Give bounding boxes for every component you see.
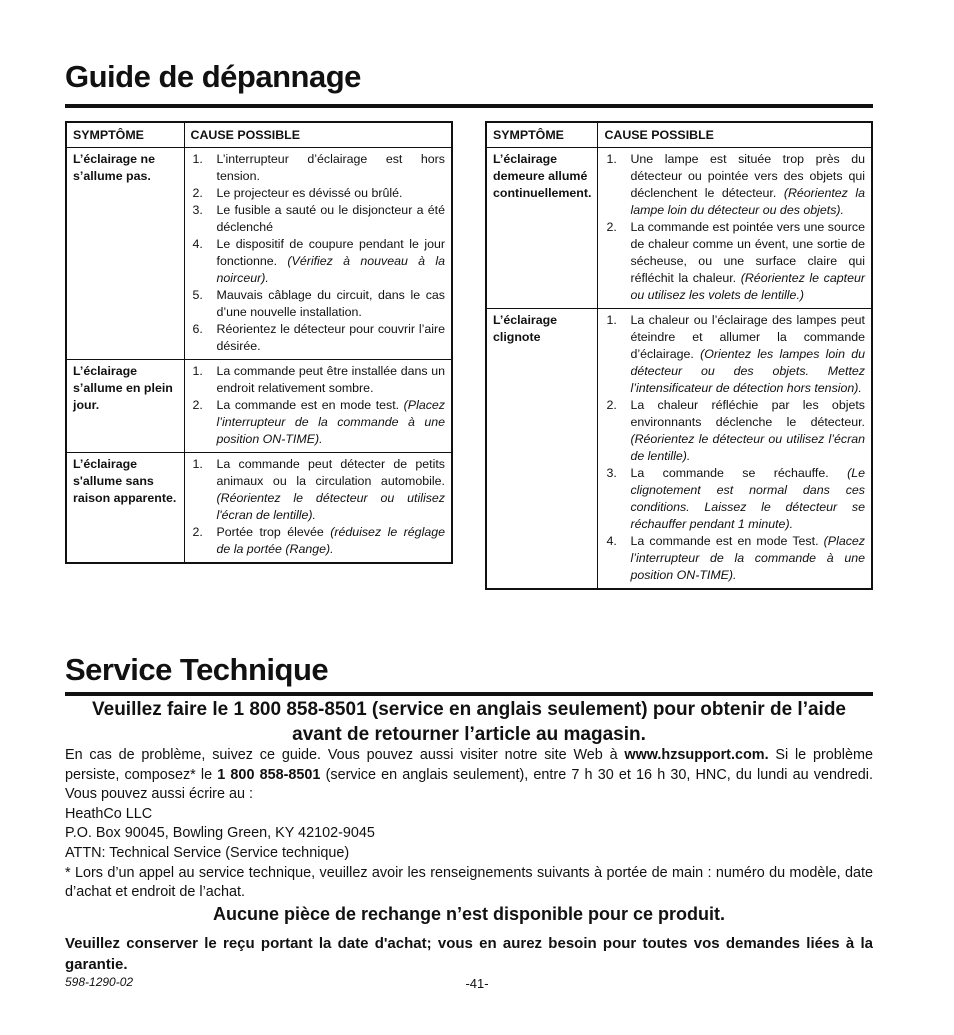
cause-cell — [184, 148, 452, 360]
list-item — [604, 465, 865, 533]
cause-number: 2. — [606, 398, 617, 412]
symptom-cell: L’éclairage demeure allumé continuellement. — [486, 148, 598, 309]
call-heading: Veuillez faire le 1 800 858-8501 (service en anglais seulement) pour obtenir de l’aide avant de retourner l’article au magasin. — [92, 699, 846, 745]
header-cause: CAUSE POSSIBLE — [184, 122, 452, 148]
list-item — [191, 236, 446, 287]
table-row — [66, 360, 452, 453]
list-item — [191, 456, 446, 524]
cause-list — [191, 151, 446, 355]
cause-text: La commande est en mode test. — [216, 398, 404, 412]
table-row — [66, 453, 452, 564]
cause-number: 2. — [606, 220, 617, 234]
cause-instruction: (Réorientez le capteur ou utilisez les volets de lentille.) — [630, 271, 865, 302]
cause-instruction: (Le clignotement est normal dans ces conditions. Laissez le détecteur se réchauffer pendant 1 minute). — [630, 466, 865, 531]
page-number: -41- — [465, 976, 489, 991]
contact-text: (service en anglais seulement), entre 7 h 30 et 16 h 30, HNC, du lundi au vendredi. Vous pouvez aussi écrire au : — [65, 766, 873, 803]
support-url[interactable]: www.hzsupport.com. — [624, 747, 769, 763]
symptom-cell: L’éclairage s'allume sans raison apparente. — [66, 453, 184, 564]
list-item — [604, 219, 865, 304]
cause-cell — [184, 453, 452, 564]
list-item — [191, 151, 446, 185]
no-parts-notice: Aucune pièce de rechange n’est disponible pour ce produit. — [212, 904, 726, 924]
cause-instruction: (Réorientez le détecteur ou utilisez l’écran de lentille). — [630, 432, 865, 463]
cause-number: 2. — [192, 398, 203, 412]
table-row — [486, 148, 872, 309]
table-row — [486, 309, 872, 590]
cause-number: 3. — [606, 466, 617, 480]
cause-number: 2. — [192, 525, 203, 539]
cause-list — [604, 312, 865, 584]
address-line: P.O. Box 90045, Bowling Green, KY 42102-9045 — [65, 825, 375, 842]
troubleshooting-table-right — [485, 121, 873, 590]
list-item — [191, 185, 446, 202]
table-row — [66, 148, 452, 360]
cause-number: 5. — [192, 288, 203, 302]
cause-number: 1. — [192, 364, 203, 378]
service-title: Service Technique — [65, 652, 329, 687]
header-symptom: SYMPTÔME — [66, 122, 184, 148]
contact-text: En cas de problème, suivez ce guide. Vous pouvez aussi visiter notre site Web à — [65, 747, 625, 763]
cause-text: La chaleur ou l’éclairage des lampes peut éteindre et allumer la commande d’éclairage. — [630, 313, 865, 361]
list-item — [191, 202, 446, 236]
cause-number: 3. — [192, 203, 203, 217]
cause-list — [604, 151, 865, 304]
cause-instruction: (Réorientez la lampe loin du détecteur ou des objets). — [630, 186, 865, 217]
cause-number: 4. — [192, 237, 203, 251]
list-item — [191, 287, 446, 321]
list-item — [191, 397, 446, 448]
support-phone: 1 800 858-8501 — [217, 766, 321, 783]
cause-instruction: (réduisez le réglage de la portée (Range). — [216, 525, 445, 556]
cause-text: La chaleur réfléchie par les objets environnants déclenche le détecteur. — [630, 398, 865, 429]
cause-instruction: (Placez l’interrupteur de la commande à une position ON-TIME). — [216, 398, 445, 446]
cause-text: Le projecteur es dévissé ou brûlé. — [216, 186, 403, 200]
cause-text: La commande est pointée vers une source de chaleur comme un évent, une sortie de sécheuse, ou une surface claire qui réfléchit la chaleur. — [630, 220, 865, 285]
cause-cell — [598, 148, 872, 309]
cause-text: Portée trop élevée — [216, 525, 331, 539]
guide-title-rule — [65, 104, 873, 108]
guide-title: Guide de dépannage — [65, 59, 361, 94]
symptom-cell: L’éclairage clignote — [486, 309, 598, 590]
document-code: 598-1290-02 — [65, 975, 134, 989]
cause-text: La commande est en mode Test. — [630, 534, 824, 548]
address-line: HeathCo LLC — [65, 805, 153, 822]
cause-list — [191, 456, 446, 558]
address-line: ATTN: Technical Service (Service technique) — [65, 844, 350, 861]
contact-paragraph — [65, 746, 873, 805]
cause-cell — [184, 360, 452, 453]
contact-text: Si le problème persiste, composez* le — [65, 747, 873, 783]
cause-number: 1. — [192, 457, 203, 471]
cause-text: Le dispositif de coupure pendant le jour fonctionne. — [216, 237, 445, 268]
header-cause: CAUSE POSSIBLE — [598, 122, 872, 148]
cause-number: 6. — [192, 322, 203, 336]
cause-instruction: (Placez l’interrupteur de la commande à une position ON-TIME). — [630, 534, 865, 582]
list-item — [191, 363, 446, 397]
cause-number: 1. — [192, 152, 203, 166]
cause-number: 1. — [606, 152, 617, 166]
cause-number: 4. — [606, 534, 617, 548]
service-title-rule — [65, 692, 873, 696]
list-item — [604, 312, 865, 397]
cause-text: Une lampe est située trop près du détecteur ou pointée vers des objets qui déclenchent le détecteur. — [630, 152, 865, 200]
cause-text: Réorientez le détecteur pour couvrir l’aire désirée. — [216, 322, 445, 353]
troubleshooting-table-left — [65, 121, 453, 564]
warranty-notice: Veuillez conserver le reçu portant la date d'achat; vous en aurez besoin pour toutes vos demandes liées à la garantie. — [65, 935, 873, 973]
header-symptom: SYMPTÔME — [486, 122, 598, 148]
cause-instruction: (Vérifiez à nouveau à la noirceur). — [216, 254, 445, 285]
cause-text: La commande se réchauffe. — [630, 466, 848, 480]
cause-text: Le fusible a sauté ou le disjoncteur a été déclenché — [216, 203, 445, 234]
list-item — [191, 321, 446, 355]
cause-text: L’interrupteur d’éclairage est hors tension. — [216, 152, 445, 183]
cause-cell — [598, 309, 872, 590]
cause-list — [191, 363, 446, 448]
list-item — [604, 397, 865, 465]
call-note: * Lors d’un appel au service technique, veuillez avoir les renseignements suivants à portée de main : numéro du modèle, date d’achat et endroit de l’achat. — [65, 864, 873, 901]
symptom-cell: L’éclairage s’allume en plein jour. — [66, 360, 184, 453]
cause-instruction: (Orientez les lampes loin du détecteur ou des objets. Mettez l’intensificateur de détection hors tension). — [630, 347, 866, 395]
service-body — [65, 746, 873, 903]
list-item — [604, 151, 865, 219]
cause-text: La commande peut être installée dans un endroit relativement sombre. — [216, 364, 445, 395]
list-item — [604, 533, 865, 584]
symptom-cell: L’éclairage ne s’allume pas. — [66, 148, 184, 360]
cause-number: 1. — [606, 313, 617, 327]
list-item — [191, 524, 446, 558]
cause-number: 2. — [192, 186, 203, 200]
cause-text: La commande peut détecter de petits animaux ou la circulation automobile. — [216, 457, 445, 488]
cause-instruction: (Réorientez le détecteur ou utilisez l'écran de lentille). — [216, 491, 445, 522]
cause-text: Mauvais câblage du circuit, dans le cas d’une nouvelle installation. — [216, 288, 445, 319]
